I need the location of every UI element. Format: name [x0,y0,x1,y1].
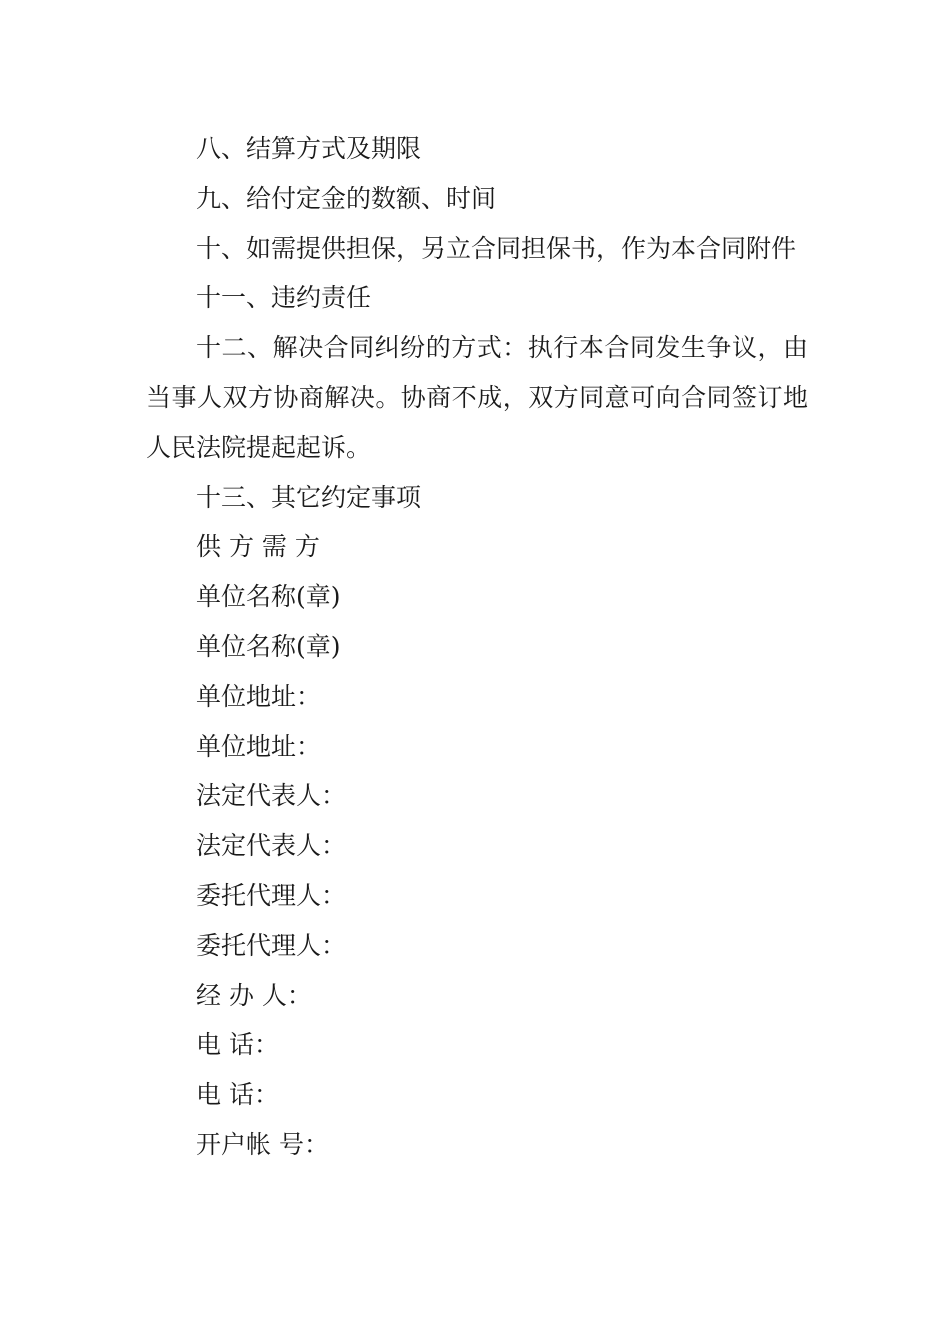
supplier-phone: 电 话： [196,1030,279,1060]
clause-deposit: 九、给付定金的数额、时间 [196,183,497,213]
buyer-address: 单位地址： [196,731,322,761]
buyer-phone: 电 话： [196,1080,279,1110]
clause-guarantee: 十、如需提供担保，另立合同担保书，作为本合同附件 [196,233,797,263]
handler: 经 办 人： [196,980,312,1010]
clause-settlement: 八、结算方式及期限 [196,134,422,163]
supplier-company-name: 单位名称(章) [196,582,341,612]
supplier-address: 单位地址： [196,681,322,711]
parties-heading: 供 方 需 方 [196,532,320,562]
buyer-legal-representative: 法定代表人： [196,831,347,861]
bank-account-number: 开户帐 号： [196,1129,329,1159]
buyer-company-name: 单位名称(章) [196,631,341,661]
clause-dispute-resolution: 十二、解决合同纠纷的方式：执行本合同发生争议，由当事人双方协商解决。协商不成，双方同意可向合同签订地人民法院提起起诉。 [146,333,808,462]
supplier-authorized-agent: 委托代理人： [196,880,347,910]
clause-other-matters: 十三、其它约定事项 [196,482,422,512]
clause-breach-liability: 十一、违约责任 [196,283,372,313]
buyer-authorized-agent: 委托代理人： [196,930,347,960]
supplier-legal-representative: 法定代表人： [196,781,347,811]
contract-body [146,124,808,1170]
